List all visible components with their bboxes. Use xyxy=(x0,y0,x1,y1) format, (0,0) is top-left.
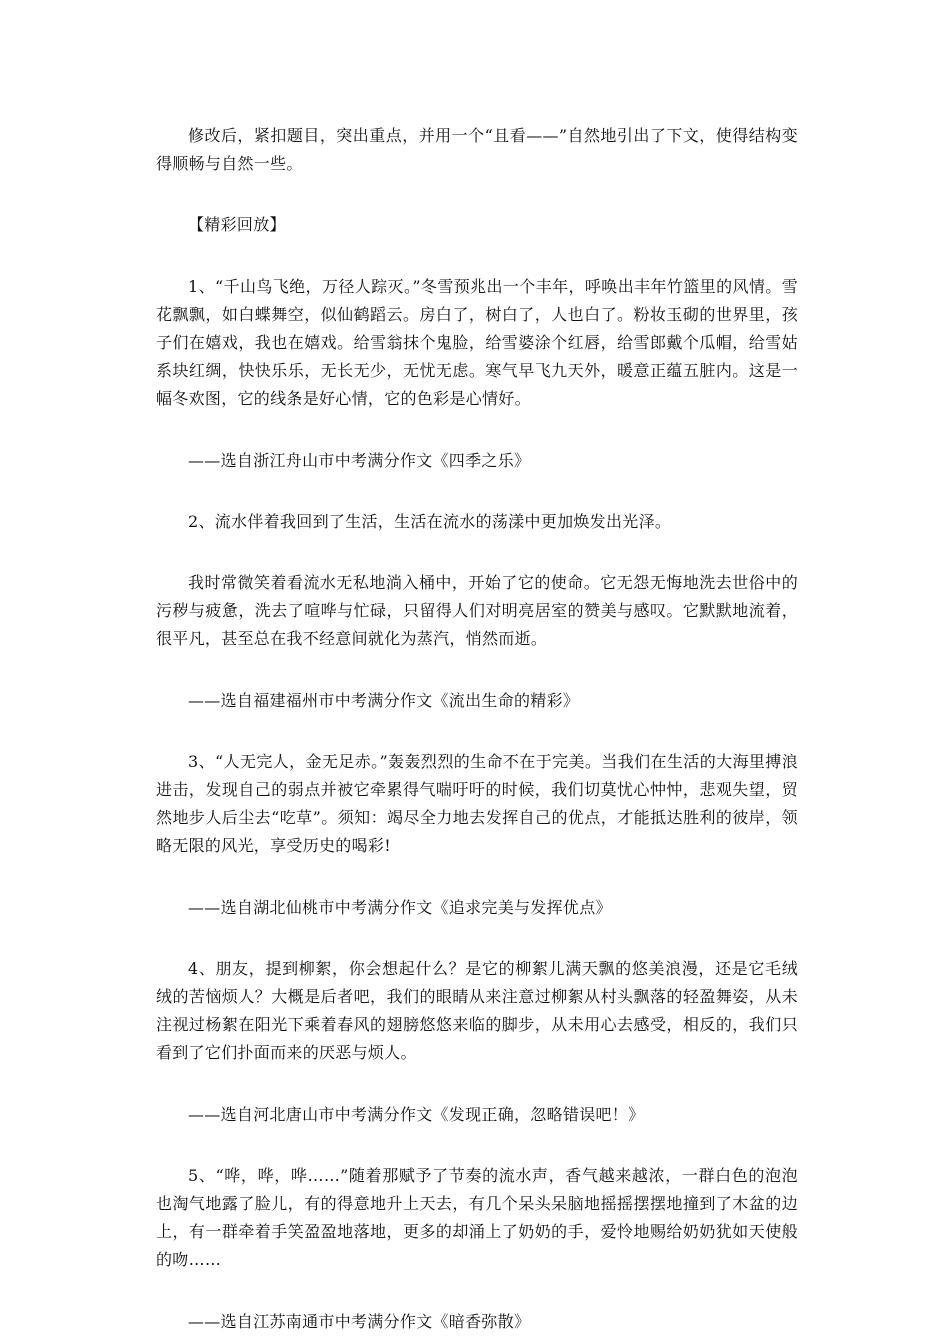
excerpt-1-source: ——选自浙江舟山市中考满分作文《四季之乐》 xyxy=(188,450,531,470)
document-page xyxy=(156,122,798,1336)
excerpt-4-paragraph: 4、朋友，提到柳絮，你会想起什么？是它的柳絮儿满天飘的悠美浪漫，还是它毛绒绒的苦恼烦人？大概是后者吧，我们的眼睛从来注意过柳絮从村头飘落的轻盈舞姿，从未注视过杨絮在阳光下乘着春风的翅膀悠悠来临的脚步，从未用心去感受，相反的，我们只看到了它们扑面而来的厌恶与烦人。 xyxy=(156,958,798,1063)
excerpt-3-paragraph: 3、“人无完人，金无足赤。”轰轰烈烈的生命不在于完美。当我们在生活的大海里搏浪进击，发现自己的弱点并被它牵累得气喘吁吁的时候，我们切莫忧心忡忡，悲观失望，贸然地步人后尘去“吃草”。须知：竭尽全力地去发挥自己的优点，才能抵达胜利的彼岸，领略无限的风光，享受历史的喝彩! xyxy=(156,751,798,856)
excerpt-5-paragraph: 5、“哗，哗，哗……”随着那赋予了节奏的流水声，香气越来越浓，一群白色的泡泡也淘气地露了脸儿，有的得意地升上天去，有几个呆头呆脑地摇摇摆摆地撞到了木盆的边上，有一群牵着手笑盈盈地落地，更多的却涌上了奶奶的手，爱怜地赐给奶奶犹如天使般的吻…… xyxy=(156,1165,798,1270)
excerpt-2-source: ——选自福建福州市中考满分作文《流出生命的精彩》 xyxy=(188,690,580,710)
excerpt-2-paragraph-2: 我时常微笑着看流水无私地淌入桶中，开始了它的使命。它无怨无悔地洗去世俗中的污秽与疲惫，洗去了喧哗与忙碌，只留得人们对明亮居室的赞美与感叹。它默默地流着，很平凡，甚至总在我不经意间就化为蒸汽，悄然而逝。 xyxy=(156,573,798,649)
excerpt-1-paragraph: 1、“千山鸟飞绝，万径人踪灭。”冬雪预兆出一个丰年，呼唤出丰年竹篮里的风情。雪花飘飘，如白蝶舞空，似仙鹤蹈云。房白了，树白了，人也白了。粉妆玉砌的世界里，孩子们在嬉戏，我也在嬉戏。给雪翁抹个鬼脸，给雪婆涂个红唇，给雪郎戴个瓜帽，给雪姑系块红绸，快快乐乐，无长无少，无忧无虑。寒气早飞九天外，暖意正蕴五脏内。这是一幅冬欢图，它的线条是好心情，它的色彩是心情好。 xyxy=(156,276,798,409)
excerpt-2-paragraph-1: 2、流水伴着我回到了生活，生活在流水的荡漾中更加焕发出光泽。 xyxy=(188,511,672,531)
excerpt-4-source: ——选自河北唐山市中考满分作文《发现正确，忽略错误吧！》 xyxy=(188,1104,645,1124)
excerpt-5-source: ——选自江苏南通市中考满分作文《暗香弥散》 xyxy=(188,1311,531,1331)
excerpt-3-source: ——选自湖北仙桃市中考满分作文《追求完美与发挥优点》 xyxy=(188,897,612,917)
intro-paragraph: 修改后，紧扣题目，突出重点，并用一个“且看——”自然地引出了下文，使得结构变得顺畅与自然一些。 xyxy=(156,126,798,174)
section-heading: 【精彩回放】 xyxy=(188,215,286,235)
